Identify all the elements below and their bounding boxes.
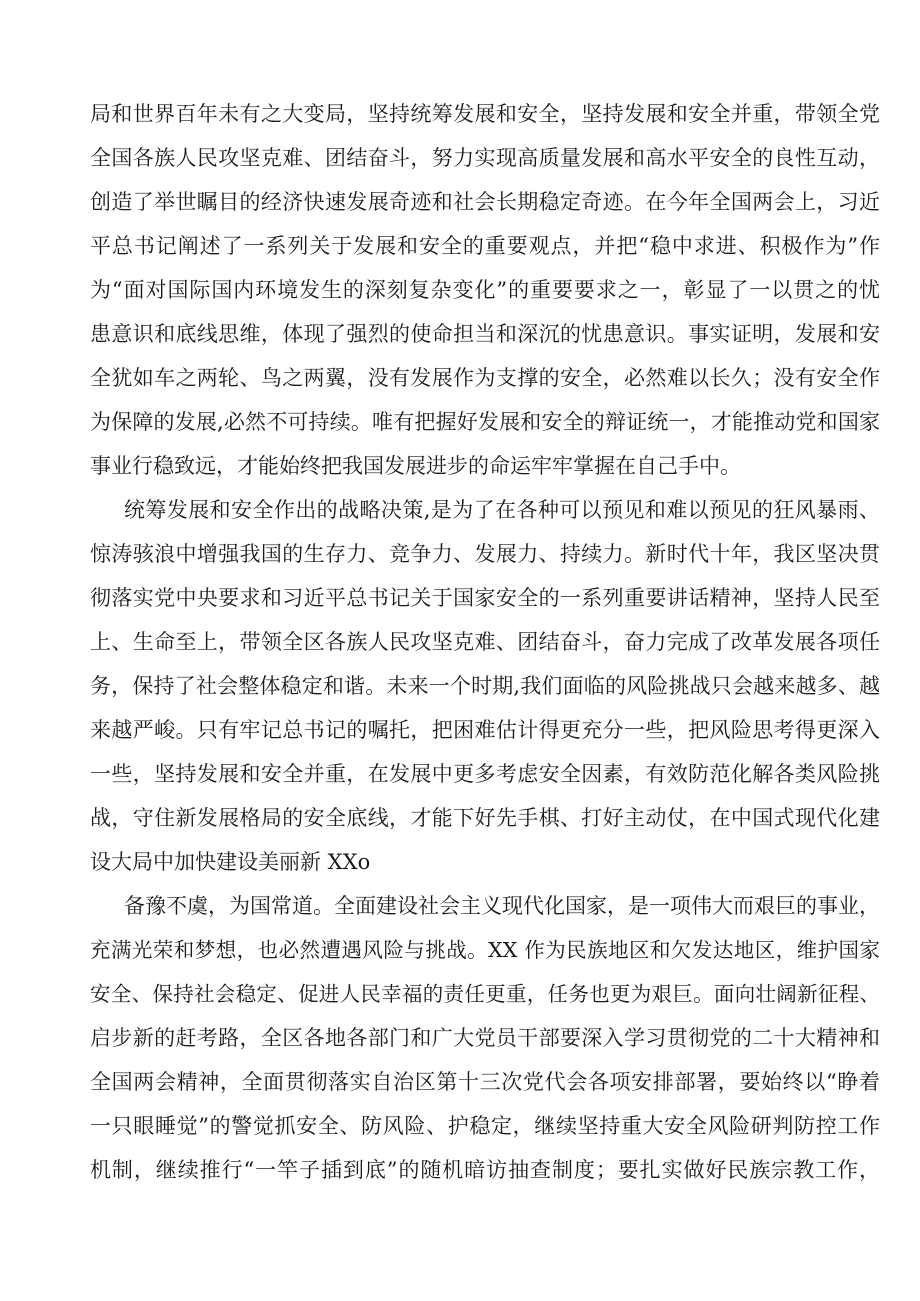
text-line: 一些，坚持发展和安全并重，在发展中更多考虑安全因素，有效防范化解各类风险挑 <box>90 762 880 786</box>
text-line: 启步新的赶考路，全区各地各部门和广大党员干部要深入学习贯彻党的二十大精神和 <box>90 1026 880 1050</box>
text-line: 全国两会精神，全面贯彻落实自治区第十三次党代会各项安排部署，要始终以“睁着 <box>90 1070 880 1094</box>
text-line: 创造了举世瞩目的经济快速发展奇迹和社会长期稳定奇迹。在今年全国两会上，习近 <box>90 190 880 214</box>
text-line: 来越严峻。只有牢记总书记的嘱托，把困难估计得更充分一些，把风险思考得更深入 <box>90 718 880 742</box>
text-line: 为保障的发展,必然不可持续。唯有把握好发展和安全的辩证统一，才能推动党和国家 <box>90 410 880 434</box>
text-line: 全犹如车之两轮、鸟之两翼，没有发展作为支撑的安全，必然难以长久；没有安全作 <box>90 366 880 390</box>
text-line: 充满光荣和梦想，也必然遭遇风险与挑战。XX 作为民族地区和欠发达地区，维护国家 <box>90 938 880 962</box>
paragraph-first-line: 统筹发展和安全作出的战略决策,是为了在各种可以预见和难以预见的狂风暴雨、 <box>124 498 880 522</box>
text-line: 一只眼睡觉”的警觉抓安全、防风险、护稳定，继续坚持重大安全风险研判防控工作 <box>90 1114 880 1138</box>
text-line: 患意识和底线思维，体现了强烈的使命担当和深沉的忧患意识。事实证明，发展和安 <box>90 322 880 346</box>
text-line: 安全、保持社会稳定、促进人民幸福的责任更重，任务也更为艰巨。面向壮阔新征程、 <box>90 982 880 1006</box>
text-line: 设大局中加快建设美丽新 XXo <box>90 850 371 874</box>
text-line: 平总书记阐述了一系列关于发展和安全的重要观点，并把“稳中求进、积极作为”作 <box>90 234 880 258</box>
text-line: 全国各族人民攻坚克难、团结奋斗，努力实现高质量发展和高水平安全的良性互动， <box>90 146 880 170</box>
text-line: 战，守住新发展格局的安全底线，才能下好先手棋、打好主动仗，在中国式现代化建 <box>90 806 880 830</box>
text-line: 事业行稳致远，才能始终把我国发展进步的命运牢牢掌握在自己手中。 <box>90 454 741 478</box>
text-line: 机制，继续推行“一竿子插到底”的随机暗访抽查制度；要扎实做好民族宗教工作， <box>90 1158 880 1182</box>
text-line: 惊涛骇浪中增强我国的生存力、竞争力、发展力、持续力。新时代十年，我区坚决贯 <box>90 542 880 566</box>
paragraph-first-line: 备豫不虞，为国常道。全面建设社会主义现代化国家，是一项伟大而艰巨的事业， <box>124 894 880 918</box>
text-line: 彻落实党中央要求和习近平总书记关于国家安全的一系列重要讲话精神，坚持人民至 <box>90 586 880 610</box>
text-line: 为“面对国际国内环境发生的深刻复杂变化”的重要要求之一，彰显了一以贯之的忧 <box>90 278 880 302</box>
text-line: 上、生命至上，带领全区各族人民攻坚克难、团结奋斗，奋力完成了改革发展各项任 <box>90 630 880 654</box>
text-line: 局和世界百年未有之大变局，坚持统筹发展和安全，坚持发展和安全并重，带领全党 <box>90 102 880 126</box>
text-line: 务，保持了社会整体稳定和谐。未来一个时期,我们面临的风险挑战只会越来越多、越 <box>90 674 880 698</box>
